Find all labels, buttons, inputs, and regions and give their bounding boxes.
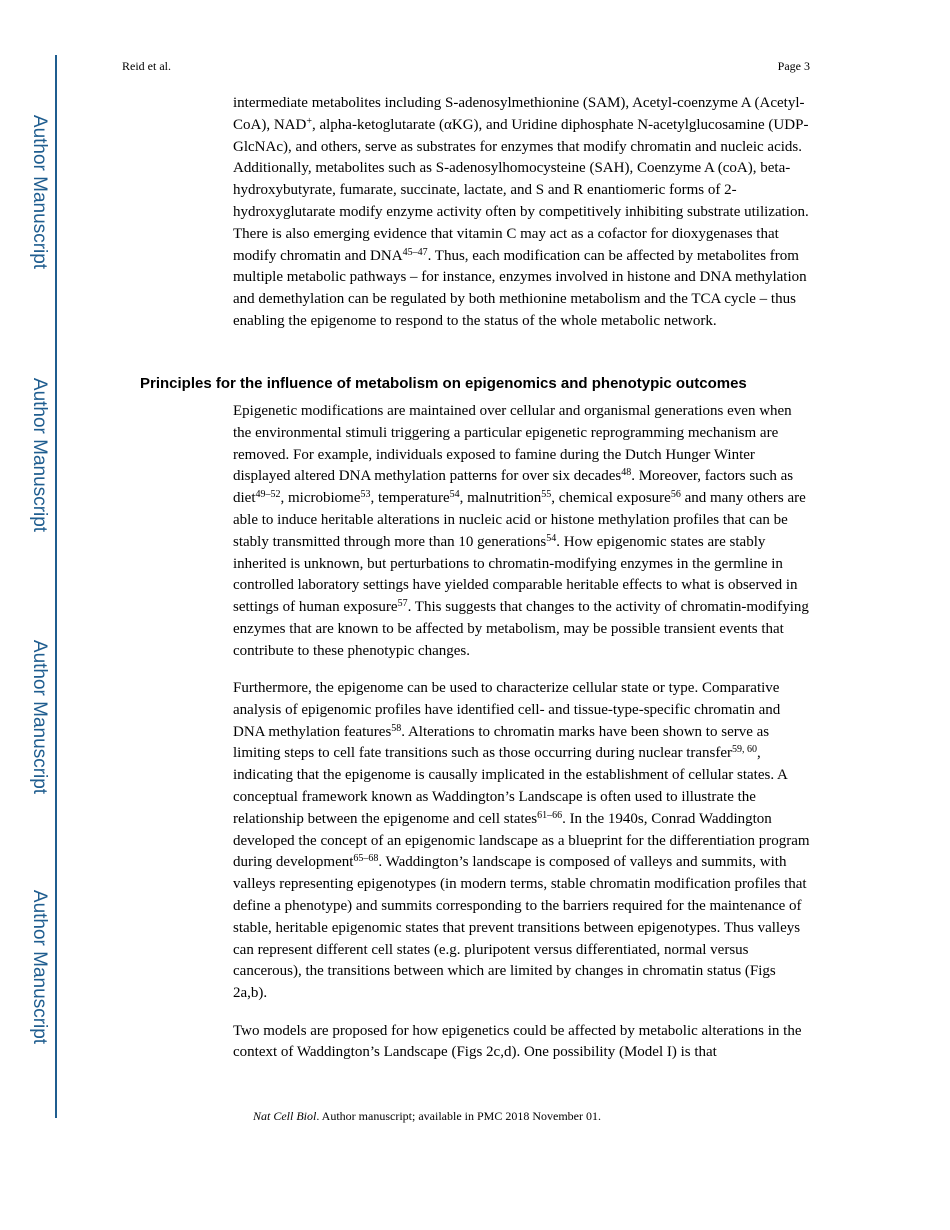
text-run: . Thus, each modification can be affected by metabolites from multiple metabolic pathways – for instance, enzymes involved in histone and DNA methylation and demethylation can be regulated by both methionine metabolism and the TCA cycle – thus enabling the epigenome to respond to the status of the whole metabolic network. [233, 247, 807, 329]
citation-superscript: 53 [360, 489, 371, 501]
paragraph [233, 1021, 813, 1065]
citation-superscript: 61–66 [537, 809, 563, 821]
text-run: Furthermore, the epigenome can be used to characterize cellular state or type. Comparative analysis of epigenomic profiles have identified cell- and tissue-type-specific chromatin and DNA methylation features [233, 680, 781, 740]
citation-superscript: 49–52 [255, 489, 281, 501]
text-run: . Waddington’s landscape is composed of valleys and summits, with valleys representing epigenotypes (in modern terms, stable chromatin modification profiles that define a phenotype) and summits corresponding to the barriers required for the maintenance of stable, heritable epigenomic states that prevent transitions between epigenotypes. Thus valleys can represent different cell states (e.g. pluripotent versus differentiated, normal versus cancerous), the transitions between which are limited by changes in chromatin status (Figs 2a,b). [233, 854, 807, 1002]
running-header-authors: Reid et al. [122, 59, 171, 73]
text-run: , malnutrition [459, 490, 542, 507]
citation-superscript: 55 [541, 489, 552, 501]
text-run: . Moreover, factors such as diet [233, 468, 794, 507]
citation-superscript: 57 [397, 598, 408, 610]
journal-name: Nat Cell Biol [253, 1109, 317, 1123]
text-run: . How epigenomic states are stably inherited is unknown, but perturbations to chromatin-modifying enzymes in the germline in controlled laboratory settings have yielded comparable heritable effects to what is observed in settings of human exposure [233, 533, 798, 616]
text-run: and many others are able to induce heritable alterations in nucleic acid or histone methylation profiles that can be stably transmitted through more than 10 generations [233, 490, 806, 550]
text-run: , chemical exposure [551, 490, 671, 507]
body-text-top [233, 93, 813, 348]
paragraph [233, 93, 813, 333]
text-run: , alpha-ketoglutarate (αKG), and Uridine diphosphate N-acetylglucosamine (UDP-GlcNAc), and others, serve as substrates for enzymes that modify chromatin and nucleic acids. Additionally, metabolites such as S-adenosylhomocysteine (SAH), Coenzyme A (coA), beta-hydroxybutyrate, fumarate, succinate, lactate, and S and R enantiomeric forms of 2-hydroxyglutarate modify enzyme activity often by competitively inhibiting substrate utilization. There is also emerging evidence that vitamin C may act as a cofactor for dioxygenases that modify chromatin and DNA [233, 116, 809, 264]
page-number: Page 3 [777, 59, 810, 73]
text-run: intermediate metabolites including S-adenosylmethionine (SAM), Acetyl-coenzyme A (Acetyl-CoA), NAD [233, 95, 805, 133]
text-run: , temperature [370, 490, 450, 507]
text-run: . In the 1940s, Conrad Waddington developed the concept of an epigenomic landscape as a blueprint for the differentiation program during development [233, 810, 810, 871]
footer-note: . Author manuscript; available in PMC 2018 November 01. [316, 1109, 601, 1123]
citation-superscript: 45–47 [402, 246, 428, 258]
section-heading: Principles for the influence of metabolism on epigenomics and phenotypic outcomes [140, 375, 747, 392]
citation-superscript: 54 [546, 532, 557, 544]
text-run: Two models are proposed for how epigenetics could be affected by metabolic alterations in the context of Waddington’s Landscape (Figs 2c,d). One possibility (Model I) is that [233, 1022, 802, 1061]
paragraph [233, 678, 813, 1005]
citation-superscript: 59, 60 [732, 744, 758, 756]
citation-superscript: + [306, 115, 312, 127]
author-manuscript-label: Author Manuscript [29, 639, 50, 795]
citation-superscript: 58 [391, 722, 402, 734]
text-run: , indicating that the epigenome is causally implicated in the establishment of cellular states. A conceptual framework known as Waddington’s Landscape is often used to illustrate the relationship between the epigenome and cell states [233, 745, 788, 827]
citation-superscript: 54 [449, 489, 460, 501]
citation-superscript: 56 [670, 489, 681, 501]
text-run: . Alterations to chromatin marks have been shown to serve as limiting steps to cell fate transitions such as those occurring during nuclear transfer [233, 723, 770, 762]
text-run: Epigenetic modifications are maintained over cellular and organismal generations even when the environmental stimuli triggering a particular epigenetic reprogramming mechanism are removed. For example, individuals exposed to famine during the Dutch Hunger Winter displayed altered DNA methylation patterns for over six decades [233, 403, 792, 485]
text-run: , microbiome [280, 490, 361, 507]
author-manuscript-label: Author Manuscript [29, 377, 50, 533]
citation-superscript: 65–68 [353, 853, 379, 865]
footer-citation [253, 1109, 601, 1124]
author-manuscript-label: Author Manuscript [29, 889, 50, 1045]
body-text-section [233, 401, 813, 1080]
author-manuscript-label: Author Manuscript [29, 114, 50, 270]
paragraph [233, 401, 813, 663]
text-run: . This suggests that changes to the activity of chromatin-modifying enzymes that are known to be affected by metabolism, may be possible transient events that contribute to these phenotypic changes. [233, 599, 809, 659]
citation-superscript: 48 [621, 467, 632, 479]
